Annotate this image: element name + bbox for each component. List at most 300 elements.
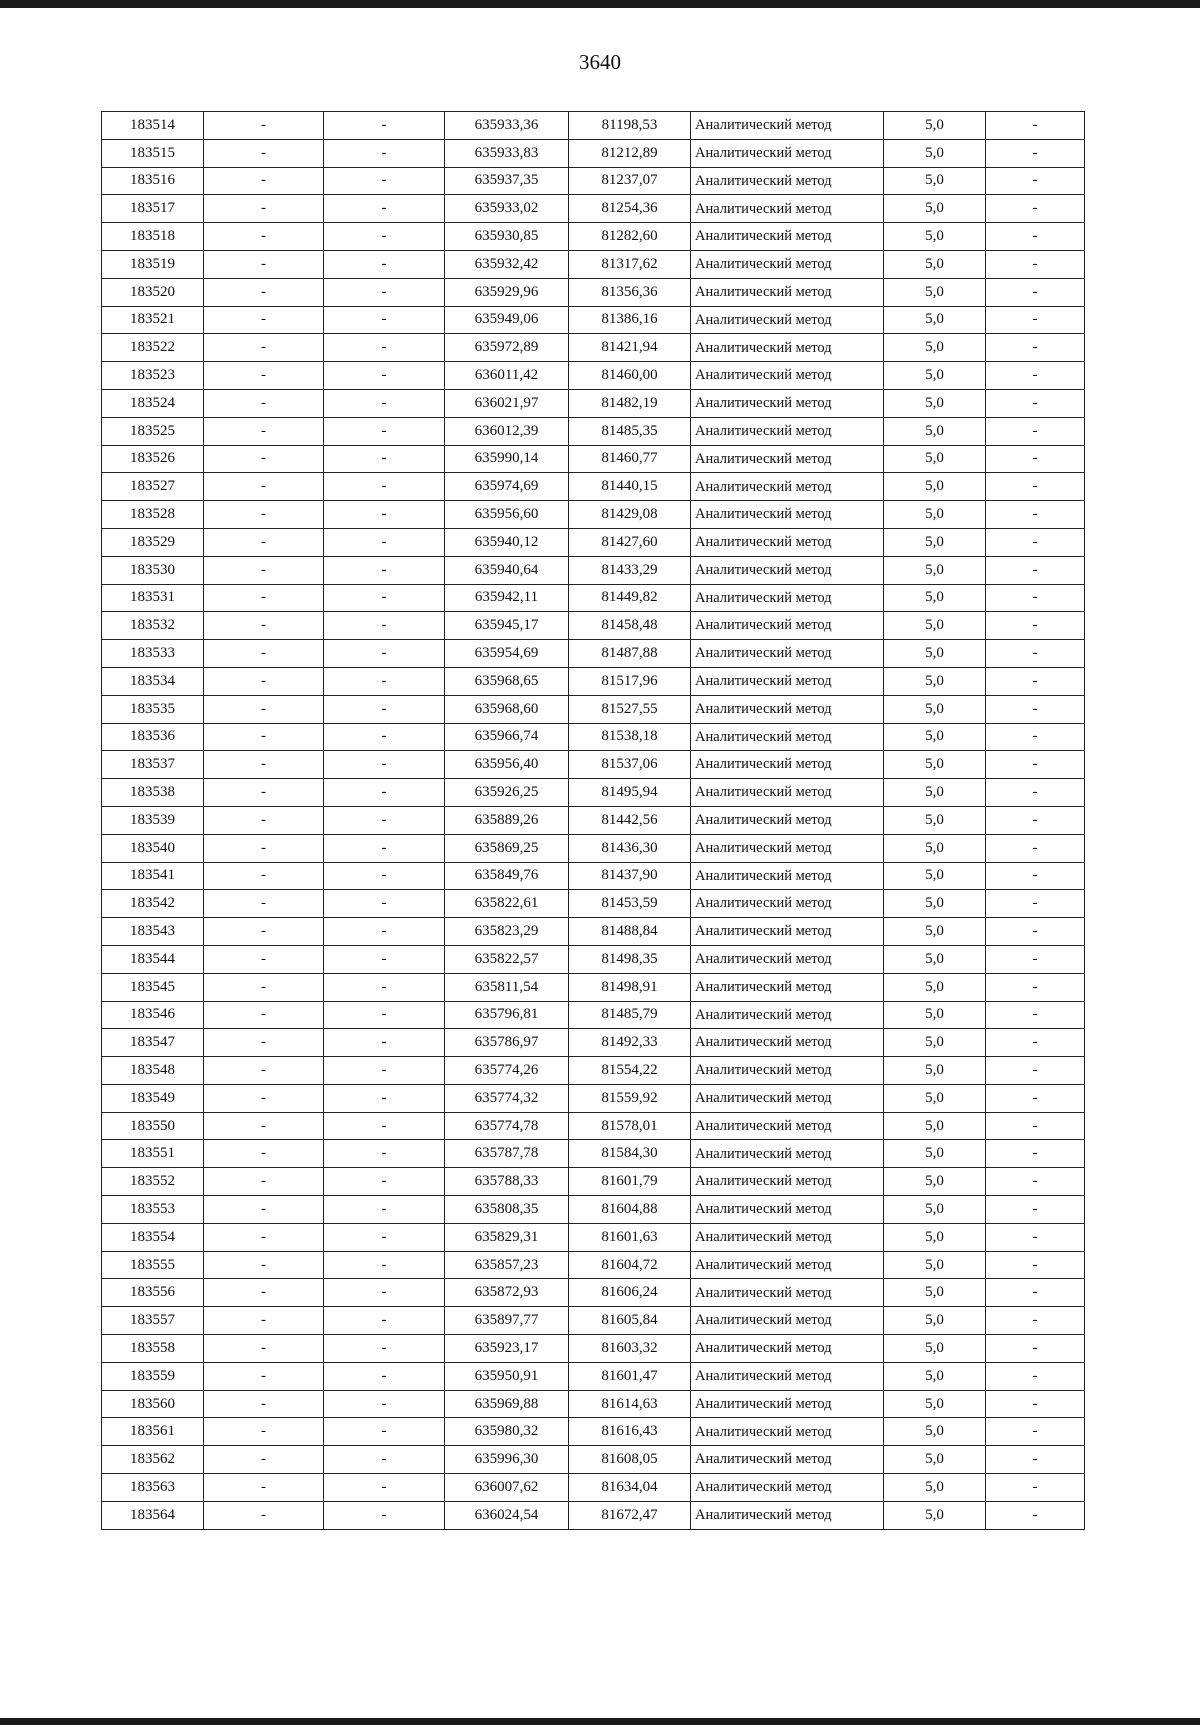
dash-cell-b: - xyxy=(324,1362,445,1390)
table-row xyxy=(102,306,1085,334)
dash-cell-b: - xyxy=(324,362,445,390)
point-id-cell: 183537 xyxy=(102,751,204,779)
dash-cell-b: - xyxy=(324,973,445,1001)
point-id-cell: 183533 xyxy=(102,640,204,668)
accuracy-cell: 5,0 xyxy=(884,612,986,640)
y-coordinate-cell: 81634,04 xyxy=(569,1474,691,1502)
x-coordinate-cell: 635969,88 xyxy=(445,1390,569,1418)
dash-cell-a: - xyxy=(204,389,324,417)
method-cell: Аналитический метод xyxy=(691,834,884,862)
x-coordinate-cell: 635897,77 xyxy=(445,1307,569,1335)
dash-cell-a: - xyxy=(204,501,324,529)
table-row xyxy=(102,1474,1085,1502)
accuracy-cell: 5,0 xyxy=(884,1084,986,1112)
table-row xyxy=(102,945,1085,973)
dash-cell-b: - xyxy=(324,945,445,973)
method-cell: Аналитический метод xyxy=(691,1251,884,1279)
dash-cell-c: - xyxy=(986,1362,1085,1390)
dash-cell-c: - xyxy=(986,945,1085,973)
x-coordinate-cell: 636007,62 xyxy=(445,1474,569,1502)
table-row xyxy=(102,806,1085,834)
dash-cell-b: - xyxy=(324,417,445,445)
y-coordinate-cell: 81198,53 xyxy=(569,112,691,140)
dash-cell-b: - xyxy=(324,528,445,556)
accuracy-cell: 5,0 xyxy=(884,445,986,473)
point-id-cell: 183559 xyxy=(102,1362,204,1390)
accuracy-cell: 5,0 xyxy=(884,1223,986,1251)
x-coordinate-cell: 635956,60 xyxy=(445,501,569,529)
dash-cell-c: - xyxy=(986,1223,1085,1251)
x-coordinate-cell: 635940,12 xyxy=(445,528,569,556)
dash-cell-c: - xyxy=(986,1196,1085,1224)
dash-cell-c: - xyxy=(986,501,1085,529)
y-coordinate-cell: 81578,01 xyxy=(569,1112,691,1140)
coordinates-table xyxy=(101,111,1085,1530)
x-coordinate-cell: 635933,83 xyxy=(445,139,569,167)
x-coordinate-cell: 635787,78 xyxy=(445,1140,569,1168)
accuracy-cell: 5,0 xyxy=(884,667,986,695)
dash-cell-b: - xyxy=(324,695,445,723)
y-coordinate-cell: 81449,82 xyxy=(569,584,691,612)
accuracy-cell: 5,0 xyxy=(884,779,986,807)
page-number: 3640 xyxy=(579,50,621,74)
table-row xyxy=(102,278,1085,306)
x-coordinate-cell: 635923,17 xyxy=(445,1335,569,1363)
method-cell: Аналитический метод xyxy=(691,1084,884,1112)
dash-cell-c: - xyxy=(986,667,1085,695)
point-id-cell: 183528 xyxy=(102,501,204,529)
dash-cell-a: - xyxy=(204,918,324,946)
accuracy-cell: 5,0 xyxy=(884,417,986,445)
x-coordinate-cell: 636011,42 xyxy=(445,362,569,390)
table-row xyxy=(102,417,1085,445)
dash-cell-c: - xyxy=(986,862,1085,890)
point-id-cell: 183557 xyxy=(102,1307,204,1335)
x-coordinate-cell: 635945,17 xyxy=(445,612,569,640)
x-coordinate-cell: 635966,74 xyxy=(445,723,569,751)
dash-cell-b: - xyxy=(324,1418,445,1446)
dash-cell-c: - xyxy=(986,139,1085,167)
method-cell: Аналитический метод xyxy=(691,862,884,890)
dash-cell-a: - xyxy=(204,1307,324,1335)
dash-cell-b: - xyxy=(324,1501,445,1529)
dash-cell-b: - xyxy=(324,1390,445,1418)
dash-cell-b: - xyxy=(324,1168,445,1196)
dash-cell-a: - xyxy=(204,1001,324,1029)
method-cell: Аналитический метод xyxy=(691,695,884,723)
y-coordinate-cell: 81554,22 xyxy=(569,1057,691,1085)
method-cell: Аналитический метод xyxy=(691,501,884,529)
accuracy-cell: 5,0 xyxy=(884,1362,986,1390)
table-row xyxy=(102,139,1085,167)
dash-cell-b: - xyxy=(324,584,445,612)
method-cell: Аналитический метод xyxy=(691,1307,884,1335)
x-coordinate-cell: 635972,89 xyxy=(445,334,569,362)
dash-cell-a: - xyxy=(204,1140,324,1168)
method-cell: Аналитический метод xyxy=(691,890,884,918)
dash-cell-a: - xyxy=(204,112,324,140)
x-coordinate-cell: 635822,57 xyxy=(445,945,569,973)
dash-cell-a: - xyxy=(204,445,324,473)
point-id-cell: 183563 xyxy=(102,1474,204,1502)
y-coordinate-cell: 81485,35 xyxy=(569,417,691,445)
accuracy-cell: 5,0 xyxy=(884,139,986,167)
dash-cell-b: - xyxy=(324,112,445,140)
dash-cell-a: - xyxy=(204,667,324,695)
accuracy-cell: 5,0 xyxy=(884,1057,986,1085)
dash-cell-c: - xyxy=(986,612,1085,640)
table-row xyxy=(102,640,1085,668)
table-row xyxy=(102,1057,1085,1085)
y-coordinate-cell: 81517,96 xyxy=(569,667,691,695)
point-id-cell: 183517 xyxy=(102,195,204,223)
dash-cell-a: - xyxy=(204,195,324,223)
dash-cell-b: - xyxy=(324,223,445,251)
point-id-cell: 183546 xyxy=(102,1001,204,1029)
table-row xyxy=(102,334,1085,362)
y-coordinate-cell: 81538,18 xyxy=(569,723,691,751)
point-id-cell: 183534 xyxy=(102,667,204,695)
x-coordinate-cell: 635949,06 xyxy=(445,306,569,334)
method-cell: Аналитический метод xyxy=(691,389,884,417)
accuracy-cell: 5,0 xyxy=(884,1001,986,1029)
point-id-cell: 183538 xyxy=(102,779,204,807)
point-id-cell: 183558 xyxy=(102,1335,204,1363)
dash-cell-b: - xyxy=(324,473,445,501)
table-body xyxy=(102,112,1085,1530)
point-id-cell: 183539 xyxy=(102,806,204,834)
dash-cell-b: - xyxy=(324,334,445,362)
table-row xyxy=(102,362,1085,390)
x-coordinate-cell: 635990,14 xyxy=(445,445,569,473)
dash-cell-c: - xyxy=(986,1084,1085,1112)
dash-cell-a: - xyxy=(204,362,324,390)
point-id-cell: 183516 xyxy=(102,167,204,195)
x-coordinate-cell: 635930,85 xyxy=(445,223,569,251)
table-row xyxy=(102,389,1085,417)
dash-cell-b: - xyxy=(324,918,445,946)
accuracy-cell: 5,0 xyxy=(884,723,986,751)
accuracy-cell: 5,0 xyxy=(884,112,986,140)
point-id-cell: 183542 xyxy=(102,890,204,918)
x-coordinate-cell: 635968,60 xyxy=(445,695,569,723)
dash-cell-c: - xyxy=(986,695,1085,723)
point-id-cell: 183548 xyxy=(102,1057,204,1085)
method-cell: Аналитический метод xyxy=(691,1474,884,1502)
x-coordinate-cell: 635980,32 xyxy=(445,1418,569,1446)
method-cell: Аналитический метод xyxy=(691,612,884,640)
accuracy-cell: 5,0 xyxy=(884,1168,986,1196)
x-coordinate-cell: 635774,78 xyxy=(445,1112,569,1140)
dash-cell-a: - xyxy=(204,306,324,334)
point-id-cell: 183547 xyxy=(102,1029,204,1057)
dash-cell-b: - xyxy=(324,1001,445,1029)
accuracy-cell: 5,0 xyxy=(884,945,986,973)
point-id-cell: 183555 xyxy=(102,1251,204,1279)
dash-cell-b: - xyxy=(324,1279,445,1307)
method-cell: Аналитический метод xyxy=(691,1501,884,1529)
dash-cell-c: - xyxy=(986,445,1085,473)
method-cell: Аналитический метод xyxy=(691,779,884,807)
dash-cell-a: - xyxy=(204,1029,324,1057)
y-coordinate-cell: 81437,90 xyxy=(569,862,691,890)
table-row xyxy=(102,195,1085,223)
y-coordinate-cell: 81605,84 xyxy=(569,1307,691,1335)
method-cell: Аналитический метод xyxy=(691,584,884,612)
accuracy-cell: 5,0 xyxy=(884,695,986,723)
dash-cell-b: - xyxy=(324,1140,445,1168)
method-cell: Аналитический метод xyxy=(691,473,884,501)
y-coordinate-cell: 81608,05 xyxy=(569,1446,691,1474)
table-row xyxy=(102,1251,1085,1279)
x-coordinate-cell: 635942,11 xyxy=(445,584,569,612)
dash-cell-c: - xyxy=(986,1474,1085,1502)
scan-border-bottom xyxy=(0,1718,1200,1725)
table-row xyxy=(102,1223,1085,1251)
dash-cell-c: - xyxy=(986,973,1085,1001)
table-row xyxy=(102,556,1085,584)
dash-cell-a: - xyxy=(204,528,324,556)
method-cell: Аналитический метод xyxy=(691,1390,884,1418)
dash-cell-a: - xyxy=(204,890,324,918)
y-coordinate-cell: 81429,08 xyxy=(569,501,691,529)
dash-cell-a: - xyxy=(204,1112,324,1140)
dash-cell-c: - xyxy=(986,918,1085,946)
y-coordinate-cell: 81559,92 xyxy=(569,1084,691,1112)
accuracy-cell: 5,0 xyxy=(884,1390,986,1418)
method-cell: Аналитический метод xyxy=(691,1057,884,1085)
table-row xyxy=(102,779,1085,807)
dash-cell-b: - xyxy=(324,1474,445,1502)
dash-cell-c: - xyxy=(986,1251,1085,1279)
point-id-cell: 183529 xyxy=(102,528,204,556)
table-row xyxy=(102,1418,1085,1446)
dash-cell-a: - xyxy=(204,779,324,807)
table-row xyxy=(102,1084,1085,1112)
dash-cell-b: - xyxy=(324,195,445,223)
accuracy-cell: 5,0 xyxy=(884,334,986,362)
accuracy-cell: 5,0 xyxy=(884,1501,986,1529)
y-coordinate-cell: 81604,72 xyxy=(569,1251,691,1279)
table-row xyxy=(102,862,1085,890)
x-coordinate-cell: 635889,26 xyxy=(445,806,569,834)
method-cell: Аналитический метод xyxy=(691,417,884,445)
x-coordinate-cell: 635808,35 xyxy=(445,1196,569,1224)
x-coordinate-cell: 635932,42 xyxy=(445,250,569,278)
accuracy-cell: 5,0 xyxy=(884,862,986,890)
point-id-cell: 183554 xyxy=(102,1223,204,1251)
dash-cell-a: - xyxy=(204,1446,324,1474)
dash-cell-b: - xyxy=(324,834,445,862)
scan-border-top xyxy=(0,0,1200,8)
x-coordinate-cell: 635954,69 xyxy=(445,640,569,668)
dash-cell-c: - xyxy=(986,640,1085,668)
method-cell: Аналитический метод xyxy=(691,167,884,195)
dash-cell-b: - xyxy=(324,250,445,278)
method-cell: Аналитический метод xyxy=(691,1279,884,1307)
x-coordinate-cell: 635933,02 xyxy=(445,195,569,223)
dash-cell-c: - xyxy=(986,1418,1085,1446)
point-id-cell: 183552 xyxy=(102,1168,204,1196)
table-row xyxy=(102,223,1085,251)
point-id-cell: 183545 xyxy=(102,973,204,1001)
table-row xyxy=(102,584,1085,612)
dash-cell-a: - xyxy=(204,945,324,973)
x-coordinate-cell: 635940,64 xyxy=(445,556,569,584)
dash-cell-b: - xyxy=(324,1112,445,1140)
point-id-cell: 183531 xyxy=(102,584,204,612)
dash-cell-a: - xyxy=(204,834,324,862)
dash-cell-a: - xyxy=(204,139,324,167)
y-coordinate-cell: 81460,00 xyxy=(569,362,691,390)
dash-cell-b: - xyxy=(324,1307,445,1335)
method-cell: Аналитический метод xyxy=(691,945,884,973)
accuracy-cell: 5,0 xyxy=(884,640,986,668)
y-coordinate-cell: 81603,32 xyxy=(569,1335,691,1363)
y-coordinate-cell: 81212,89 xyxy=(569,139,691,167)
table-row xyxy=(102,1029,1085,1057)
x-coordinate-cell: 635869,25 xyxy=(445,834,569,862)
dash-cell-c: - xyxy=(986,389,1085,417)
dash-cell-a: - xyxy=(204,1168,324,1196)
point-id-cell: 183530 xyxy=(102,556,204,584)
dash-cell-b: - xyxy=(324,1251,445,1279)
method-cell: Аналитический метод xyxy=(691,362,884,390)
dash-cell-b: - xyxy=(324,1223,445,1251)
y-coordinate-cell: 81427,60 xyxy=(569,528,691,556)
x-coordinate-cell: 635796,81 xyxy=(445,1001,569,1029)
dash-cell-a: - xyxy=(204,223,324,251)
table-row xyxy=(102,528,1085,556)
method-cell: Аналитический метод xyxy=(691,1140,884,1168)
x-coordinate-cell: 635811,54 xyxy=(445,973,569,1001)
x-coordinate-cell: 635829,31 xyxy=(445,1223,569,1251)
accuracy-cell: 5,0 xyxy=(884,806,986,834)
y-coordinate-cell: 81356,36 xyxy=(569,278,691,306)
accuracy-cell: 5,0 xyxy=(884,1140,986,1168)
y-coordinate-cell: 81498,35 xyxy=(569,945,691,973)
table-row xyxy=(102,612,1085,640)
dash-cell-c: - xyxy=(986,195,1085,223)
table-row xyxy=(102,445,1085,473)
dash-cell-c: - xyxy=(986,1168,1085,1196)
y-coordinate-cell: 81672,47 xyxy=(569,1501,691,1529)
y-coordinate-cell: 81254,36 xyxy=(569,195,691,223)
accuracy-cell: 5,0 xyxy=(884,751,986,779)
method-cell: Аналитический метод xyxy=(691,1418,884,1446)
accuracy-cell: 5,0 xyxy=(884,278,986,306)
y-coordinate-cell: 81433,29 xyxy=(569,556,691,584)
dash-cell-c: - xyxy=(986,1001,1085,1029)
x-coordinate-cell: 635857,23 xyxy=(445,1251,569,1279)
table-row xyxy=(102,1112,1085,1140)
point-id-cell: 183520 xyxy=(102,278,204,306)
method-cell: Аналитический метод xyxy=(691,751,884,779)
accuracy-cell: 5,0 xyxy=(884,1112,986,1140)
x-coordinate-cell: 635937,35 xyxy=(445,167,569,195)
dash-cell-c: - xyxy=(986,1112,1085,1140)
accuracy-cell: 5,0 xyxy=(884,389,986,417)
x-coordinate-cell: 635849,76 xyxy=(445,862,569,890)
dash-cell-c: - xyxy=(986,1390,1085,1418)
dash-cell-c: - xyxy=(986,278,1085,306)
y-coordinate-cell: 81601,47 xyxy=(569,1362,691,1390)
table-row xyxy=(102,112,1085,140)
dash-cell-c: - xyxy=(986,250,1085,278)
dash-cell-b: - xyxy=(324,667,445,695)
accuracy-cell: 5,0 xyxy=(884,918,986,946)
dash-cell-a: - xyxy=(204,250,324,278)
dash-cell-c: - xyxy=(986,1279,1085,1307)
accuracy-cell: 5,0 xyxy=(884,501,986,529)
table-row xyxy=(102,1140,1085,1168)
point-id-cell: 183561 xyxy=(102,1418,204,1446)
accuracy-cell: 5,0 xyxy=(884,1446,986,1474)
accuracy-cell: 5,0 xyxy=(884,195,986,223)
method-cell: Аналитический метод xyxy=(691,640,884,668)
dash-cell-b: - xyxy=(324,1335,445,1363)
point-id-cell: 183526 xyxy=(102,445,204,473)
dash-cell-a: - xyxy=(204,417,324,445)
point-id-cell: 183514 xyxy=(102,112,204,140)
dash-cell-a: - xyxy=(204,1251,324,1279)
dash-cell-b: - xyxy=(324,1029,445,1057)
x-coordinate-cell: 635968,65 xyxy=(445,667,569,695)
method-cell: Аналитический метод xyxy=(691,306,884,334)
dash-cell-a: - xyxy=(204,167,324,195)
dash-cell-c: - xyxy=(986,1501,1085,1529)
y-coordinate-cell: 81436,30 xyxy=(569,834,691,862)
dash-cell-c: - xyxy=(986,528,1085,556)
table-row xyxy=(102,250,1085,278)
method-cell: Аналитический метод xyxy=(691,1335,884,1363)
method-cell: Аналитический метод xyxy=(691,1029,884,1057)
dash-cell-b: - xyxy=(324,306,445,334)
x-coordinate-cell: 635933,36 xyxy=(445,112,569,140)
point-id-cell: 183553 xyxy=(102,1196,204,1224)
point-id-cell: 183521 xyxy=(102,306,204,334)
dash-cell-c: - xyxy=(986,1307,1085,1335)
dash-cell-c: - xyxy=(986,473,1085,501)
method-cell: Аналитический метод xyxy=(691,1168,884,1196)
table-row xyxy=(102,1279,1085,1307)
table-row xyxy=(102,1335,1085,1363)
accuracy-cell: 5,0 xyxy=(884,306,986,334)
x-coordinate-cell: 635950,91 xyxy=(445,1362,569,1390)
x-coordinate-cell: 635788,33 xyxy=(445,1168,569,1196)
point-id-cell: 183524 xyxy=(102,389,204,417)
y-coordinate-cell: 81606,24 xyxy=(569,1279,691,1307)
dash-cell-c: - xyxy=(986,723,1085,751)
dash-cell-b: - xyxy=(324,139,445,167)
y-coordinate-cell: 81453,59 xyxy=(569,890,691,918)
x-coordinate-cell: 636021,97 xyxy=(445,389,569,417)
accuracy-cell: 5,0 xyxy=(884,1335,986,1363)
method-cell: Аналитический метод xyxy=(691,1223,884,1251)
x-coordinate-cell: 635996,30 xyxy=(445,1446,569,1474)
y-coordinate-cell: 81440,15 xyxy=(569,473,691,501)
accuracy-cell: 5,0 xyxy=(884,973,986,1001)
y-coordinate-cell: 81614,63 xyxy=(569,1390,691,1418)
x-coordinate-cell: 635822,61 xyxy=(445,890,569,918)
y-coordinate-cell: 81442,56 xyxy=(569,806,691,834)
accuracy-cell: 5,0 xyxy=(884,528,986,556)
dash-cell-a: - xyxy=(204,640,324,668)
dash-cell-c: - xyxy=(986,834,1085,862)
dash-cell-c: - xyxy=(986,417,1085,445)
dash-cell-a: - xyxy=(204,334,324,362)
y-coordinate-cell: 81584,30 xyxy=(569,1140,691,1168)
